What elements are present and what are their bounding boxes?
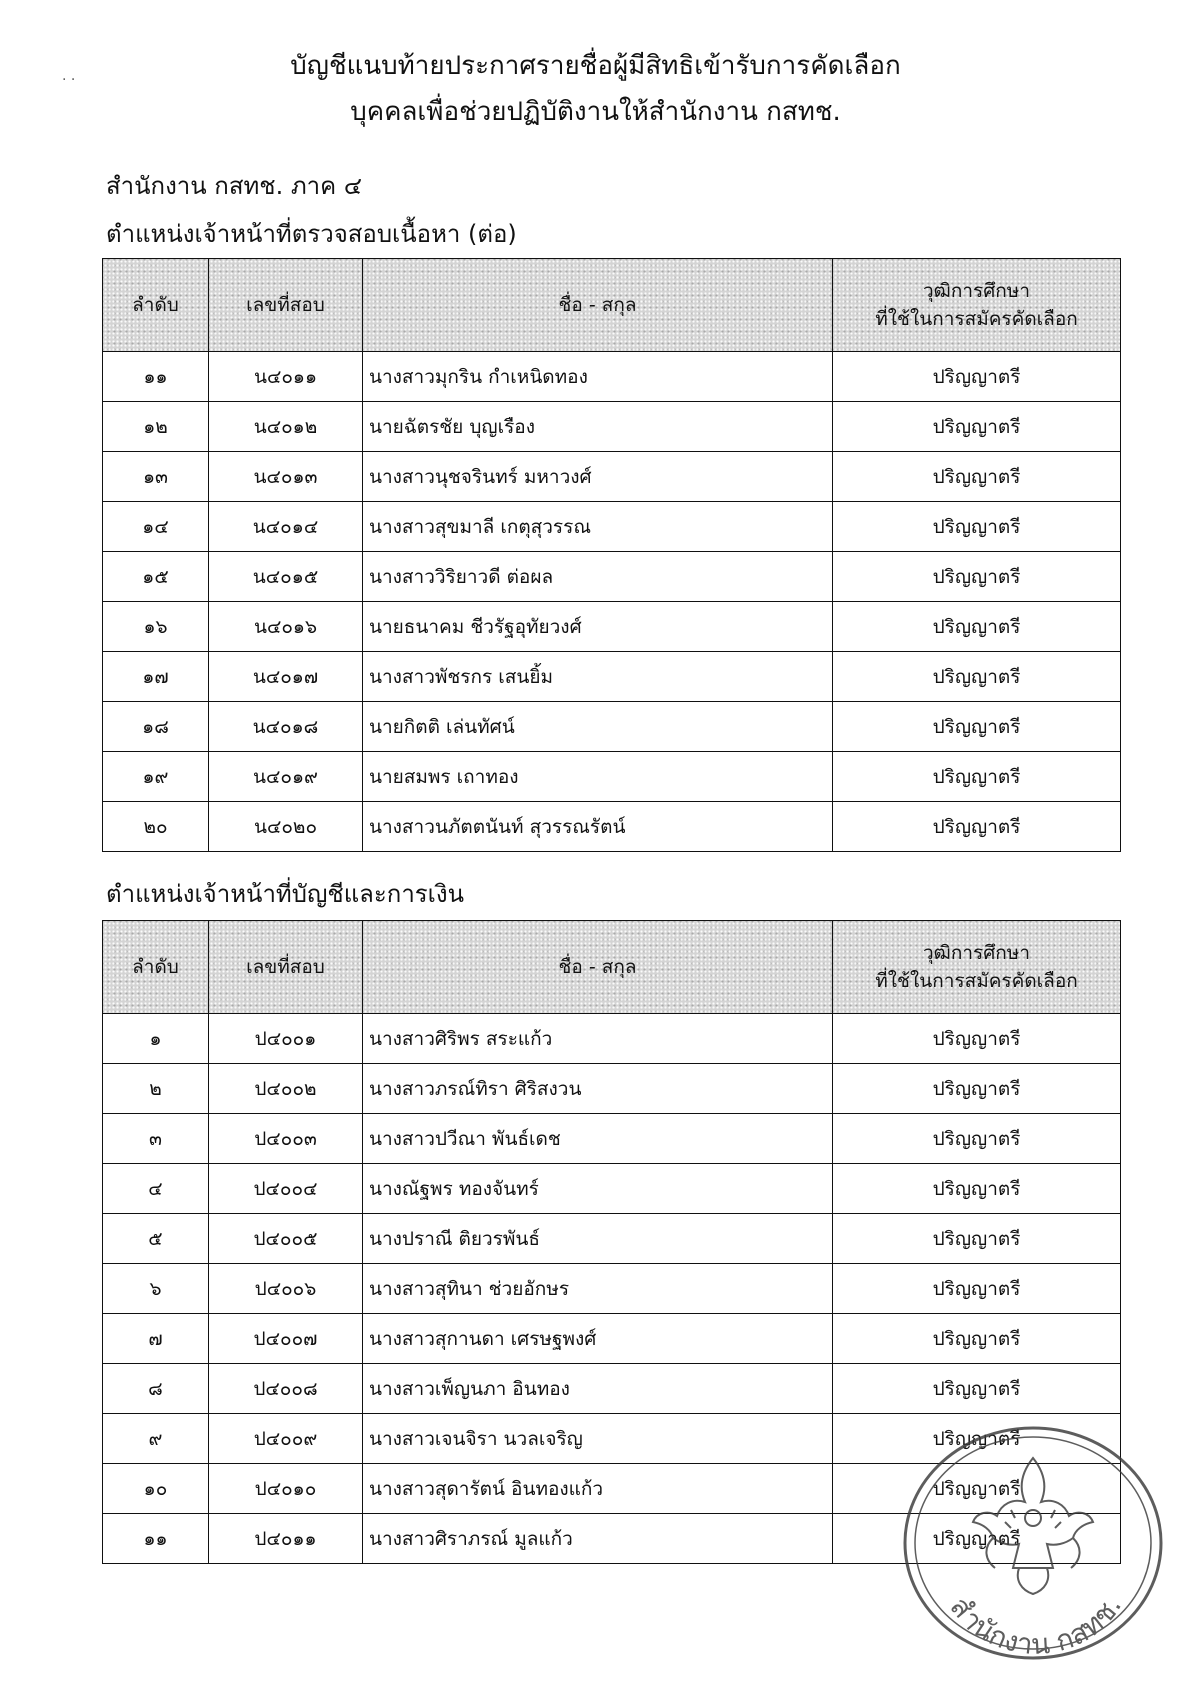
candidate-name: นางสาววิริยาวดี ต่อผล [363,552,833,602]
column-header-education [833,921,1121,1014]
row-number: ๑๐ [103,1464,209,1514]
exam-number: น๔๐๑๑ [209,352,363,402]
table-row [103,352,1121,402]
column-header-name: ชื่อ - สกุล [363,259,833,352]
table-row [103,602,1121,652]
table-row [103,702,1121,752]
office-heading: สำนักงาน กสทช. ภาค ๔ [106,172,362,200]
education-level: ปริญญาตรี [833,1164,1121,1214]
row-number: ๖ [103,1264,209,1314]
row-number: ๗ [103,1314,209,1364]
table-row [103,452,1121,502]
candidate-name: นางสาวสุดารัตน์ อินทองแก้ว [363,1464,833,1514]
education-level: ปริญญาตรี [833,752,1121,802]
row-number: ๑๙ [103,752,209,802]
candidate-name: นายธนาคม ชีวรัฐอุทัยวงศ์ [363,602,833,652]
row-number: ๑๓ [103,452,209,502]
candidate-name: นางสาวเพ็ญนภา อินทอง [363,1364,833,1414]
row-number: ๔ [103,1164,209,1214]
candidate-name: นางสาวปวีณา พันธ์เดช [363,1114,833,1164]
candidate-name: นางสาวพัชรกร เสนยิ้ม [363,652,833,702]
row-number: ๘ [103,1364,209,1414]
education-level: ปริญญาตรี [833,702,1121,752]
table-header-row [103,259,1121,352]
candidate-name: นายสมพร เถาทอง [363,752,833,802]
candidate-name: นางสาวภรณ์ทิรา ศิริสงวน [363,1064,833,1114]
candidate-name: นางสาวศิริพร สระแก้ว [363,1014,833,1064]
table-row [103,1414,1121,1464]
row-number: ๑๘ [103,702,209,752]
candidate-name: นางสาวนภัตตนันท์ สุวรรณรัตน์ [363,802,833,852]
candidate-name: นางสาวนุชจรินทร์ มหาวงศ์ [363,452,833,502]
exam-number: น๔๐๑๕ [209,552,363,602]
table-row [103,1164,1121,1214]
exam-number: น๔๐๑๖ [209,602,363,652]
exam-number: ป๔๐๐๒ [209,1064,363,1114]
table-row [103,1214,1121,1264]
education-level: ปริญญาตรี [833,1264,1121,1314]
section-title-accounting-finance: ตำแหน่งเจ้าหน้าที่บัญชีและการเงิน [106,880,465,908]
exam-number: ป๔๐๐๓ [209,1114,363,1164]
exam-number: น๔๐๑๗ [209,652,363,702]
exam-number: น๔๐๑๘ [209,702,363,752]
column-header-education-line1: วุฒิการศึกษา [923,942,1030,964]
row-number: ๑๗ [103,652,209,702]
table-row [103,1114,1121,1164]
education-level: ปริญญาตรี [833,1314,1121,1364]
candidate-table-accounting-finance [102,920,1121,1564]
column-header-exam-no: เลขที่สอบ [209,259,363,352]
table-row [103,1064,1121,1114]
candidate-name: นางสาวสุกานดา เศรษฐพงศ์ [363,1314,833,1364]
candidate-name: นางสาวมุกริน กำเหนิดทอง [363,352,833,402]
row-number: ๓ [103,1114,209,1164]
table-row [103,1364,1121,1414]
candidate-table-content-inspector [102,258,1121,852]
exam-number: น๔๐๑๔ [209,502,363,552]
exam-number: น๔๐๑๓ [209,452,363,502]
exam-number: ป๔๐๐๑ [209,1014,363,1064]
table-row [103,1514,1121,1564]
education-level: ปริญญาตรี [833,1414,1121,1464]
column-header-name: ชื่อ - สกุล [363,921,833,1014]
row-number: ๑๔ [103,502,209,552]
column-header-education-line2: ที่ใช้ในการสมัครคัดเลือก [875,308,1078,330]
document-title-line1: บัญชีแนบท้ายประกาศรายชื่อผู้มีสิทธิเข้ารับการคัดเลือก [290,51,901,81]
exam-number: ป๔๐๑๑ [209,1514,363,1564]
education-level: ปริญญาตรี [833,602,1121,652]
exam-number: น๔๐๒๐ [209,802,363,852]
column-header-education-line2: ที่ใช้ในการสมัครคัดเลือก [875,970,1078,992]
candidate-name: นางสาวศิราภรณ์ มูลแก้ว [363,1514,833,1564]
education-level: ปริญญาตรี [833,1114,1121,1164]
candidate-name: นายกิตติ เล่นทัศน์ [363,702,833,752]
education-level: ปริญญาตรี [833,402,1121,452]
exam-number: ป๔๐๐๘ [209,1364,363,1414]
row-number: ๑ [103,1014,209,1064]
exam-number: ป๔๐๑๐ [209,1464,363,1514]
row-number: ๑๒ [103,402,209,452]
section-title-content-inspector: ตำแหน่งเจ้าหน้าที่ตรวจสอบเนื้อหา (ต่อ) [106,220,517,248]
education-level: ปริญญาตรี [833,1064,1121,1114]
row-number: ๑๕ [103,552,209,602]
table-header-row [103,921,1121,1014]
table-row [103,1314,1121,1364]
column-header-education-line1: วุฒิการศึกษา [923,280,1030,302]
candidate-name: นางณัฐพร ทองจันทร์ [363,1164,833,1214]
candidate-name: นายฉัตรชัย บุญเรือง [363,402,833,452]
row-number: ๑๑ [103,352,209,402]
education-level: ปริญญาตรี [833,1464,1121,1514]
table-row [103,752,1121,802]
education-level: ปริญญาตรี [833,652,1121,702]
row-number: ๙ [103,1414,209,1464]
education-level: ปริญญาตรี [833,1214,1121,1264]
education-level: ปริญญาตรี [833,1364,1121,1414]
table-row [103,552,1121,602]
column-header-no: ลำดับ [103,921,209,1014]
row-number: ๒๐ [103,802,209,852]
table-row [103,402,1121,452]
exam-number: ป๔๐๐๕ [209,1214,363,1264]
column-header-exam-no: เลขที่สอบ [209,921,363,1014]
candidate-name: นางสาวเจนจิรา นวลเจริญ [363,1414,833,1464]
education-level: ปริญญาตรี [833,352,1121,402]
education-level: ปริญญาตรี [833,452,1121,502]
exam-number: ป๔๐๐๗ [209,1314,363,1364]
table-row [103,502,1121,552]
candidate-name: นางสาวสุทินา ช่วยอักษร [363,1264,833,1314]
education-level: ปริญญาตรี [833,1514,1121,1564]
education-level: ปริญญาตรี [833,1014,1121,1064]
table-row [103,1464,1121,1514]
table-row [103,1264,1121,1314]
candidate-name: นางสาวสุขมาลี เกตุสุวรรณ [363,502,833,552]
table-row [103,652,1121,702]
table-row [103,1014,1121,1064]
seal-text: สำนักงาน กสทช. [943,1590,1129,1661]
column-header-education [833,259,1121,352]
column-header-no: ลำดับ [103,259,209,352]
candidate-name: นางปราณี ติยวรพันธ์ [363,1214,833,1264]
row-number: ๑๖ [103,602,209,652]
document-title-line2: บุคคลเพื่อช่วยปฏิบัติงานให้สำนักงาน กสทช. [350,97,841,127]
exam-number: น๔๐๑๒ [209,402,363,452]
exam-number: ป๔๐๐๙ [209,1414,363,1464]
education-level: ปริญญาตรี [833,802,1121,852]
row-number: ๕ [103,1214,209,1264]
exam-number: น๔๐๑๙ [209,752,363,802]
exam-number: ป๔๐๐๖ [209,1264,363,1314]
education-level: ปริญญาตรี [833,552,1121,602]
row-number: ๑๑ [103,1514,209,1564]
scan-mark: ⋅ · [62,72,76,88]
table-row [103,802,1121,852]
education-level: ปริญญาตรี [833,502,1121,552]
exam-number: ป๔๐๐๔ [209,1164,363,1214]
row-number: ๒ [103,1064,209,1114]
